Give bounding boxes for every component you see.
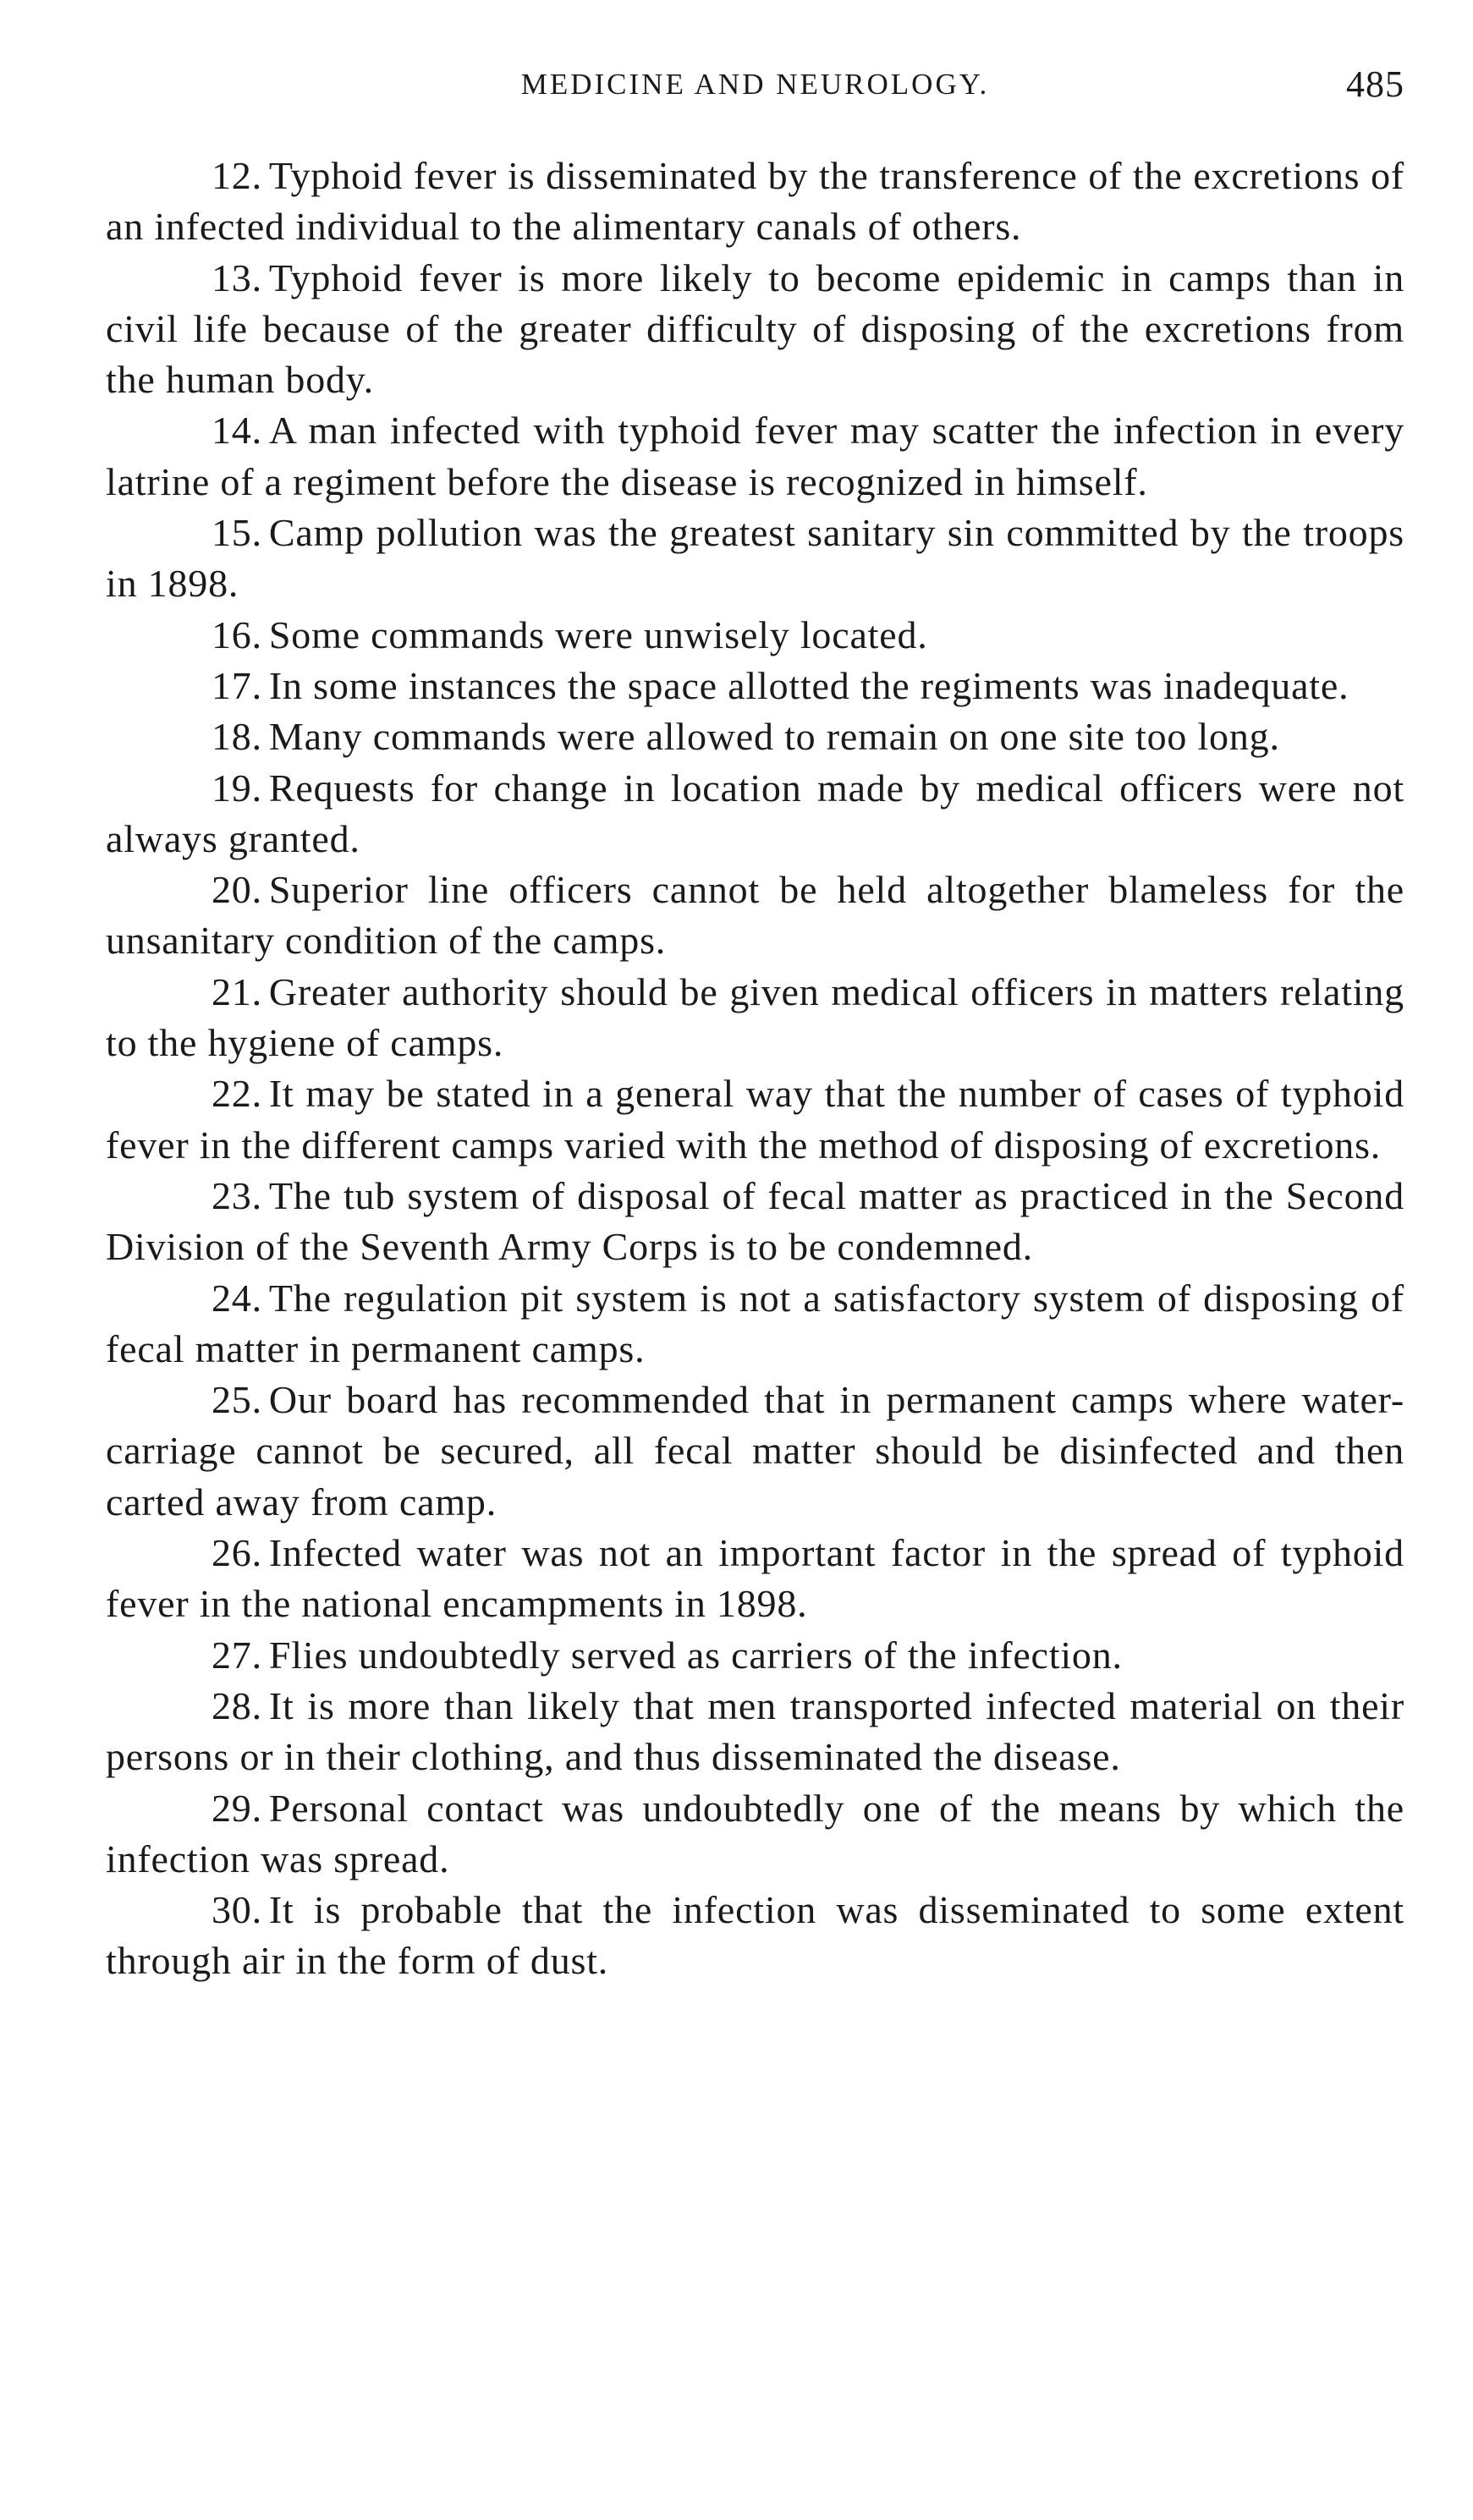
paragraph-text: It is more than likely that men transported infected material on their persons or in their clothing, and thus disseminated the disease. [106, 1683, 1404, 1779]
numbered-paragraph [106, 151, 1404, 253]
numbered-paragraph [106, 1783, 1404, 1886]
paragraph-number: 14. [212, 409, 262, 453]
numbered-paragraph [106, 1375, 1404, 1528]
paragraph-text: Infected water was not an important factor in the spread of typhoid fever in the national encampments in 1898. [106, 1531, 1404, 1626]
numbered-paragraph [106, 405, 1404, 508]
paragraph-number: 25. [212, 1378, 262, 1422]
paragraph-text: Greater authority should be given medical officers in matters relating to the hygiene of camps. [106, 969, 1404, 1065]
numbered-paragraph [106, 967, 1404, 1069]
numbered-paragraph [106, 661, 1404, 711]
paragraph-text: Many commands were allowed to remain on one site too long. [268, 715, 1280, 759]
page-number: 485 [1346, 63, 1404, 105]
paragraph-text: Typhoid fever is disseminated by the transference of the excretions of an infected individual to the alimentary canals of others. [106, 154, 1404, 249]
numbered-paragraph [106, 508, 1404, 610]
numbered-paragraph [106, 1068, 1404, 1171]
paragraph-text: Superior line officers cannot be held altogether blameless for the unsanitary condition of the camps. [106, 868, 1404, 963]
paragraph-text: It is probable that the infection was disseminated to some extent through air in the form of dust. [106, 1888, 1404, 1983]
paragraph-text: The tub system of disposal of fecal matter as practiced in the Second Division of the Seventh Army Corps is to be condemned. [106, 1173, 1404, 1269]
numbered-paragraph [106, 253, 1404, 406]
paragraph-number: 24. [212, 1276, 262, 1320]
numbered-paragraph [106, 1885, 1404, 1987]
numbered-paragraph [106, 865, 1404, 967]
paragraph-number: 19. [212, 766, 262, 810]
numbered-paragraph [106, 1273, 1404, 1375]
paragraph-number: 12. [212, 154, 262, 197]
paragraph-number: 23. [212, 1173, 262, 1217]
numbered-paragraph [106, 610, 1404, 661]
numbered-paragraph [106, 763, 1404, 865]
paragraph-number: 13. [212, 255, 262, 299]
paragraph-number: 20. [212, 868, 262, 912]
paragraph-text: A man infected with typhoid fever may scatter the infection in every latrine of a regiment before the disease is recognized in himself. [106, 409, 1404, 503]
paragraph-text: The regulation pit system is not a satisfactory system of disposing of fecal matter in permanent camps. [106, 1276, 1404, 1370]
numbered-paragraph [106, 1171, 1404, 1273]
paragraph-number: 16. [212, 612, 262, 656]
paragraph-text: Personal contact was undoubtedly one of the means by which the infection was spread. [106, 1786, 1404, 1880]
numbered-paragraph [106, 1630, 1404, 1681]
paragraph-number: 30. [212, 1888, 262, 1932]
paragraph-number: 22. [212, 1072, 262, 1116]
numbered-paragraph [106, 1681, 1404, 1783]
paragraph-number: 27. [212, 1633, 262, 1677]
paragraph-text: Typhoid fever is more likely to become epidemic in camps than in civil life because of the greater difficulty of disposing of the excretions from the human body. [106, 255, 1404, 402]
paragraph-number: 17. [212, 663, 262, 707]
paragraph-text: Camp pollution was the greatest sanitary sin committed by the troops in 1898. [106, 511, 1404, 606]
paragraph-number: 29. [212, 1786, 262, 1830]
paragraph-number: 21. [212, 969, 262, 1013]
paragraph-text: Some commands were unwisely located. [268, 612, 928, 656]
paragraph-number: 28. [212, 1683, 262, 1727]
paragraph-text: In some instances the space allotted the regiments was inadequate. [268, 663, 1349, 707]
body-text [106, 151, 1404, 1987]
running-title: MEDICINE AND NEUROLOGY. [520, 68, 990, 101]
paragraph-number: 26. [212, 1531, 262, 1575]
paragraph-number: 18. [212, 715, 262, 759]
numbered-paragraph [106, 1528, 1404, 1630]
numbered-paragraph [106, 711, 1404, 762]
paragraph-text: Flies undoubtedly served as carriers of the infection. [268, 1633, 1123, 1677]
paragraph-number: 15. [212, 511, 262, 555]
paragraph-text: Our board has recommended that in permanent camps where water-carriage cannot be secured, all fecal matter should be disinfected and then carted away from camp. [106, 1378, 1404, 1524]
paragraph-text: It may be stated in a general way that the number of cases of typhoid fever in the different camps varied with the method of disposing of excretions. [106, 1072, 1404, 1167]
paragraph-text: Requests for change in location made by medical officers were not always granted. [106, 766, 1404, 860]
running-head [106, 59, 1404, 110]
